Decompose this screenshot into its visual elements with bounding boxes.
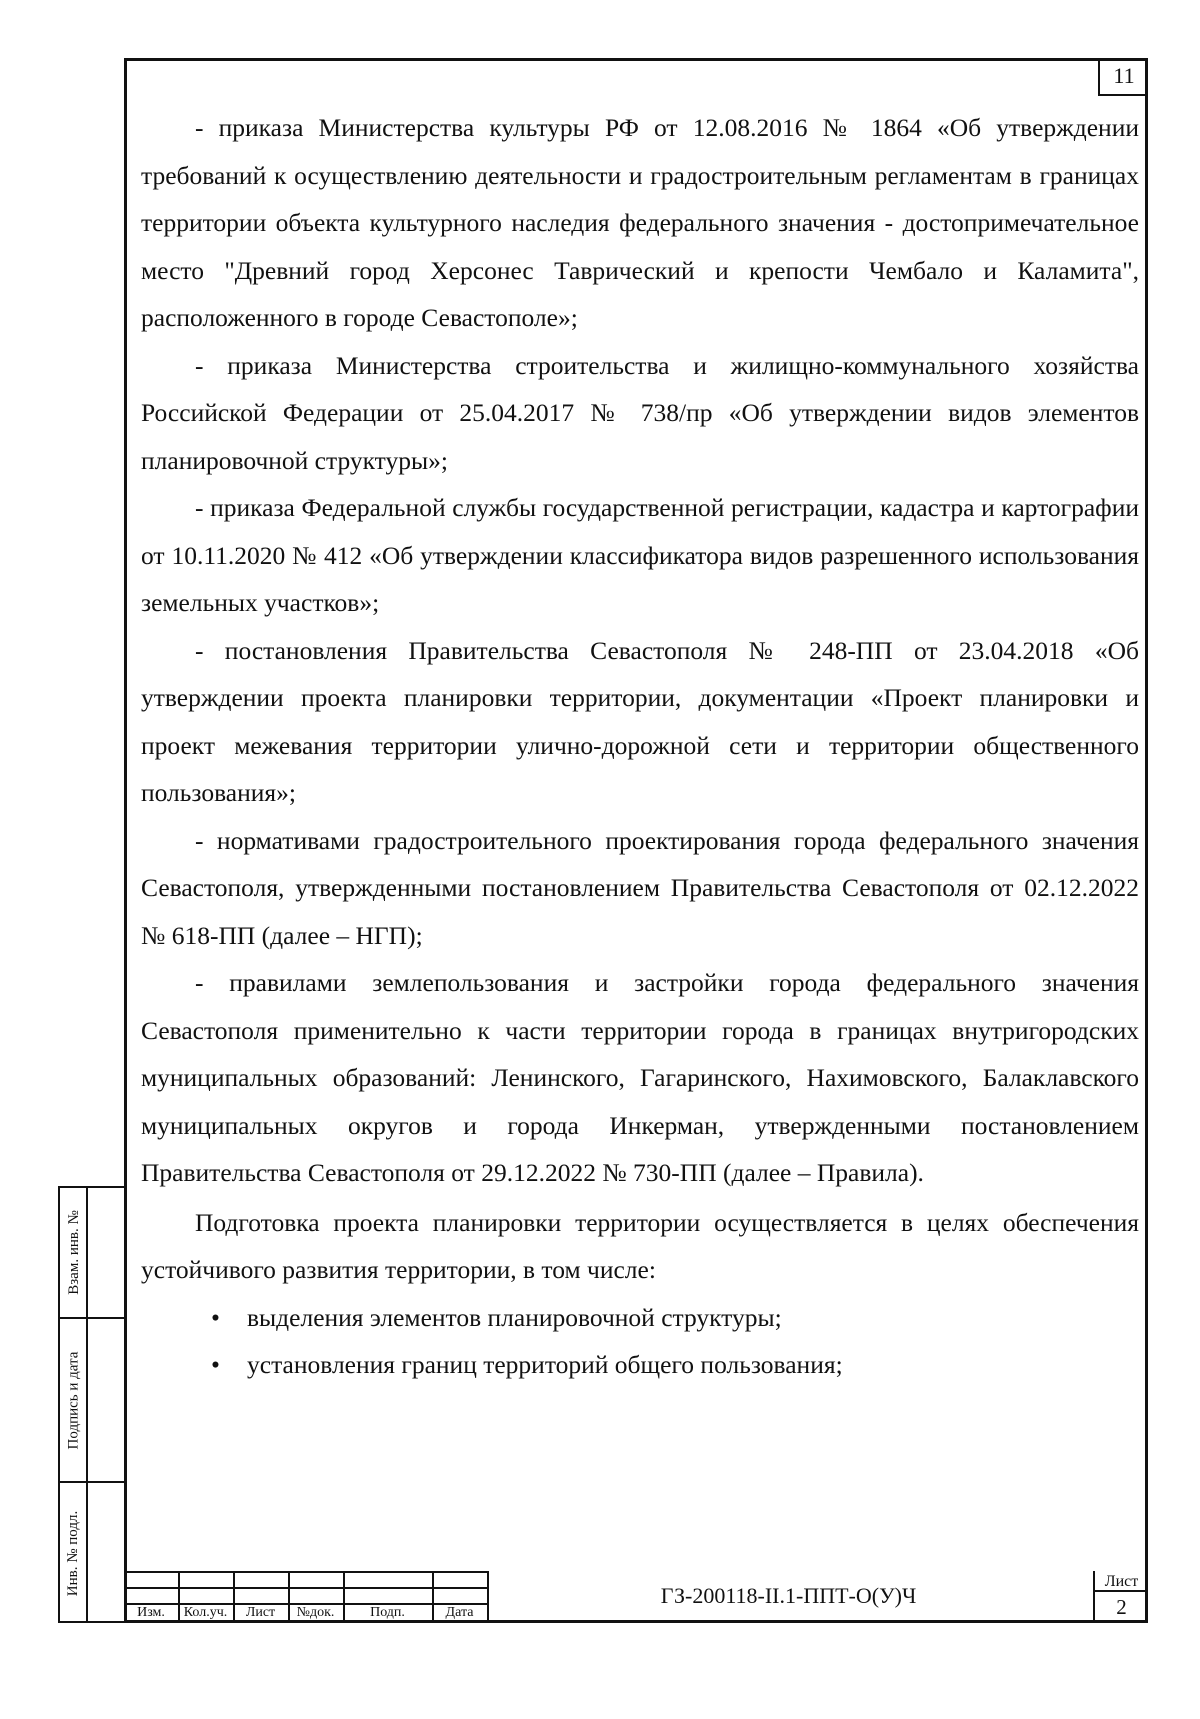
side-label-replace: Взам. инв. № (65, 1210, 82, 1295)
sheet-label: Лист (1104, 1573, 1139, 1590)
list-item (141, 1341, 1139, 1389)
bullet-list (141, 1294, 1139, 1389)
sheet-number: 2 (1116, 1594, 1127, 1619)
paragraph: - постановления Правительства Севастополя № 248-ПП от 23.04.2018 «Об утверждении проекта планировки территории, документации «Проект планировки и проект межевания территории улично-дорожной сети и территории общественного пользования»; (141, 635, 1139, 807)
bullet-icon: • (211, 1302, 220, 1332)
document-code: ГЗ-200118-II.1-ППТ-О(У)Ч (660, 1583, 917, 1608)
paragraph: - приказа Министерства строительства и жилищно-коммунального хозяйства Российской Федерации от 25.04.2017 № 738/пр «Об утверждении видов элементов планировочной структуры»; (141, 350, 1139, 475)
side-label-signature: Подпись и дата (65, 1351, 82, 1449)
side-stamp (58, 1186, 124, 1623)
stamp-header: Подп. (370, 1605, 405, 1620)
stamp-header: Дата (445, 1605, 474, 1620)
document-body (141, 104, 1139, 1389)
side-label-inventory: Инв. № подл. (65, 1510, 82, 1596)
stamp-header: №док. (296, 1605, 335, 1620)
paragraph: - правилами землепользования и застройки города федерального значения Севастополя применительно к части территории города в границах внутригородских муниципальных образований: Ленинского, Гагаринского, Нахимовского, Балаклавского муниципальных округов и города Инкерман, утвержденными постановлением Правительства Севастополя от 29.12.2022 № 730-ПП (далее – Правила). (141, 968, 1139, 1187)
stamp-header: Кол.уч. (183, 1605, 228, 1620)
bullet-icon: • (211, 1350, 220, 1379)
list-item-text: выделения элементов планировочной структуры; (247, 1302, 782, 1332)
stamp-header: Лист (245, 1605, 276, 1620)
paragraph: - приказа Министерства культуры РФ от 12.08.2016 № 1864 «Об утверждении требований к осуществлению деятельности и градостроительным регламентам в границах территории объекта культурного наследия федерального значения - достопримечательное место "Древний город Херсонес Таврический и крепости Чембало и Каламита", расположенного в городе Севастополе»; (141, 113, 1139, 332)
list-item (141, 1294, 1139, 1342)
page-number-top: 11 (1098, 58, 1148, 96)
stamp-header: Изм. (137, 1605, 165, 1620)
list-item-text: установления границ территорий общего пользования; (247, 1350, 843, 1379)
paragraph: - нормативами градостроительного проектирования города федерального значения Севастополя, утвержденными постановлением Правительства Севастополя от 02.12.2022 № 618-ПП (далее – НГП); (141, 825, 1139, 950)
paragraph: - приказа Федеральной службы государственной регистрации, кадастра и картографии от 10.11.2020 № 412 «Об утверждении классификатора видов разрешенного использования земельных участков»; (141, 493, 1139, 617)
paragraph: Подготовка проекта планировки территории осуществляется в целях обеспечения устойчивого развития территории, в том числе: (141, 1207, 1139, 1284)
